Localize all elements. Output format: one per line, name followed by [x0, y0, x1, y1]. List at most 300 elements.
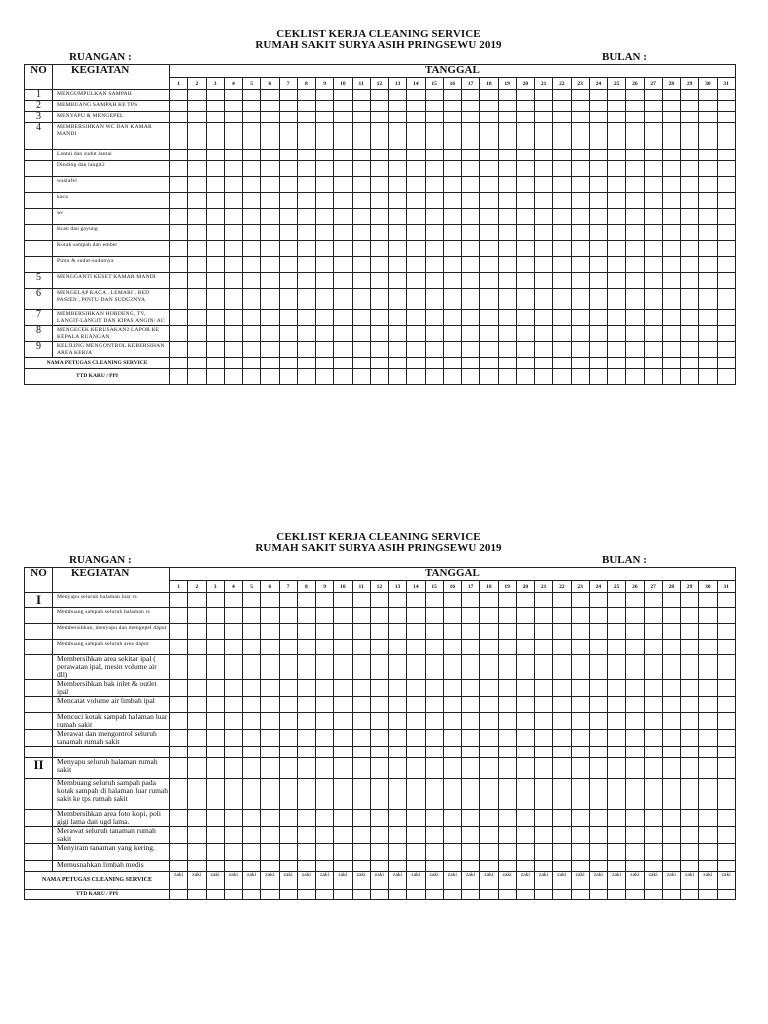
check-cell[interactable] [352, 608, 370, 624]
check-cell[interactable] [553, 730, 571, 747]
petugas-name-cell[interactable]: zaki [425, 872, 443, 890]
check-cell[interactable] [644, 697, 662, 713]
check-cell[interactable] [370, 827, 388, 844]
check-cell[interactable] [334, 624, 352, 640]
check-cell[interactable] [243, 593, 261, 608]
check-cell[interactable] [662, 90, 680, 101]
check-cell[interactable] [224, 810, 242, 827]
check-cell[interactable] [480, 225, 498, 241]
check-cell[interactable] [571, 861, 589, 872]
check-cell[interactable] [170, 273, 188, 289]
check-cell[interactable] [224, 289, 242, 310]
check-cell[interactable] [334, 640, 352, 655]
check-cell[interactable] [334, 326, 352, 342]
check-cell[interactable] [370, 241, 388, 257]
check-cell[interactable] [425, 326, 443, 342]
check-cell[interactable] [571, 624, 589, 640]
check-cell[interactable] [717, 326, 735, 342]
check-cell[interactable] [224, 257, 242, 273]
petugas-name-cell[interactable] [407, 358, 425, 369]
check-cell[interactable] [589, 209, 607, 225]
check-cell[interactable] [261, 680, 279, 697]
check-cell[interactable] [188, 779, 206, 810]
signature-cell[interactable] [243, 369, 261, 385]
check-cell[interactable] [535, 758, 553, 779]
check-cell[interactable] [462, 608, 480, 624]
petugas-name-cell[interactable] [571, 358, 589, 369]
check-cell[interactable] [644, 779, 662, 810]
check-cell[interactable] [170, 779, 188, 810]
check-cell[interactable] [717, 747, 735, 758]
check-cell[interactable] [699, 680, 717, 697]
check-cell[interactable] [608, 193, 626, 209]
check-cell[interactable] [571, 697, 589, 713]
check-cell[interactable] [626, 810, 644, 827]
signature-cell[interactable] [589, 369, 607, 385]
check-cell[interactable] [224, 730, 242, 747]
check-cell[interactable] [188, 326, 206, 342]
check-cell[interactable] [279, 310, 297, 326]
petugas-name-cell[interactable]: zaki [170, 872, 188, 890]
check-cell[interactable] [389, 112, 407, 123]
check-cell[interactable] [553, 608, 571, 624]
check-cell[interactable] [370, 101, 388, 112]
check-cell[interactable] [316, 758, 334, 779]
check-cell[interactable] [334, 342, 352, 358]
check-cell[interactable] [717, 112, 735, 123]
signature-cell[interactable] [498, 890, 516, 900]
check-cell[interactable] [297, 161, 315, 177]
check-cell[interactable] [352, 241, 370, 257]
check-cell[interactable] [498, 342, 516, 358]
check-cell[interactable] [425, 90, 443, 101]
check-cell[interactable] [261, 779, 279, 810]
check-cell[interactable] [443, 655, 461, 680]
check-cell[interactable] [334, 655, 352, 680]
petugas-name-cell[interactable]: zaki [243, 872, 261, 890]
check-cell[interactable] [316, 655, 334, 680]
check-cell[interactable] [370, 225, 388, 241]
check-cell[interactable] [334, 713, 352, 730]
signature-cell[interactable] [681, 890, 699, 900]
check-cell[interactable] [188, 640, 206, 655]
signature-cell[interactable] [316, 369, 334, 385]
check-cell[interactable] [352, 326, 370, 342]
check-cell[interactable] [279, 730, 297, 747]
check-cell[interactable] [462, 326, 480, 342]
check-cell[interactable] [224, 193, 242, 209]
check-cell[interactable] [170, 112, 188, 123]
check-cell[interactable] [626, 624, 644, 640]
check-cell[interactable] [626, 593, 644, 608]
check-cell[interactable] [188, 861, 206, 872]
check-cell[interactable] [170, 810, 188, 827]
check-cell[interactable] [297, 209, 315, 225]
check-cell[interactable] [425, 209, 443, 225]
check-cell[interactable] [316, 608, 334, 624]
check-cell[interactable] [553, 225, 571, 241]
check-cell[interactable] [571, 273, 589, 289]
signature-cell[interactable] [626, 890, 644, 900]
check-cell[interactable] [188, 827, 206, 844]
check-cell[interactable] [571, 810, 589, 827]
check-cell[interactable] [224, 209, 242, 225]
check-cell[interactable] [170, 326, 188, 342]
check-cell[interactable] [188, 730, 206, 747]
check-cell[interactable] [699, 655, 717, 680]
check-cell[interactable] [553, 257, 571, 273]
check-cell[interactable] [626, 680, 644, 697]
check-cell[interactable] [626, 844, 644, 861]
check-cell[interactable] [334, 827, 352, 844]
check-cell[interactable] [608, 289, 626, 310]
check-cell[interactable] [480, 161, 498, 177]
check-cell[interactable] [644, 209, 662, 225]
check-cell[interactable] [297, 861, 315, 872]
check-cell[interactable] [188, 593, 206, 608]
check-cell[interactable] [334, 161, 352, 177]
check-cell[interactable] [261, 177, 279, 193]
check-cell[interactable] [535, 342, 553, 358]
check-cell[interactable] [407, 289, 425, 310]
check-cell[interactable] [644, 713, 662, 730]
check-cell[interactable] [516, 827, 534, 844]
check-cell[interactable] [535, 593, 553, 608]
check-cell[interactable] [498, 161, 516, 177]
petugas-name-cell[interactable]: zaki [662, 872, 680, 890]
check-cell[interactable] [662, 730, 680, 747]
check-cell[interactable] [206, 112, 224, 123]
check-cell[interactable] [224, 713, 242, 730]
check-cell[interactable] [224, 177, 242, 193]
check-cell[interactable] [425, 608, 443, 624]
check-cell[interactable] [644, 640, 662, 655]
check-cell[interactable] [626, 747, 644, 758]
check-cell[interactable] [462, 150, 480, 161]
check-cell[interactable] [553, 680, 571, 697]
check-cell[interactable] [662, 779, 680, 810]
check-cell[interactable] [224, 90, 242, 101]
check-cell[interactable] [224, 593, 242, 608]
check-cell[interactable] [498, 193, 516, 209]
check-cell[interactable] [297, 655, 315, 680]
check-cell[interactable] [462, 225, 480, 241]
check-cell[interactable] [243, 90, 261, 101]
check-cell[interactable] [243, 326, 261, 342]
check-cell[interactable] [498, 624, 516, 640]
check-cell[interactable] [535, 273, 553, 289]
check-cell[interactable] [188, 655, 206, 680]
check-cell[interactable] [699, 747, 717, 758]
check-cell[interactable] [681, 209, 699, 225]
check-cell[interactable] [571, 680, 589, 697]
check-cell[interactable] [352, 209, 370, 225]
check-cell[interactable] [279, 177, 297, 193]
check-cell[interactable] [279, 713, 297, 730]
check-cell[interactable] [644, 90, 662, 101]
check-cell[interactable] [589, 112, 607, 123]
check-cell[interactable] [516, 193, 534, 209]
check-cell[interactable] [370, 161, 388, 177]
check-cell[interactable] [662, 608, 680, 624]
check-cell[interactable] [279, 640, 297, 655]
check-cell[interactable] [425, 844, 443, 861]
check-cell[interactable] [462, 758, 480, 779]
check-cell[interactable] [389, 608, 407, 624]
check-cell[interactable] [462, 289, 480, 310]
check-cell[interactable] [261, 289, 279, 310]
signature-cell[interactable] [553, 890, 571, 900]
check-cell[interactable] [699, 112, 717, 123]
check-cell[interactable] [480, 730, 498, 747]
check-cell[interactable] [352, 640, 370, 655]
check-cell[interactable] [480, 758, 498, 779]
check-cell[interactable] [516, 150, 534, 161]
signature-cell[interactable] [443, 890, 461, 900]
check-cell[interactable] [571, 713, 589, 730]
check-cell[interactable] [608, 241, 626, 257]
signature-cell[interactable] [571, 890, 589, 900]
check-cell[interactable] [206, 289, 224, 310]
check-cell[interactable] [626, 257, 644, 273]
signature-cell[interactable] [681, 369, 699, 385]
check-cell[interactable] [699, 310, 717, 326]
check-cell[interactable] [480, 779, 498, 810]
check-cell[interactable] [480, 209, 498, 225]
check-cell[interactable] [206, 655, 224, 680]
check-cell[interactable] [279, 150, 297, 161]
check-cell[interactable] [206, 680, 224, 697]
check-cell[interactable] [389, 177, 407, 193]
check-cell[interactable] [389, 655, 407, 680]
check-cell[interactable] [571, 241, 589, 257]
check-cell[interactable] [389, 326, 407, 342]
check-cell[interactable] [553, 758, 571, 779]
check-cell[interactable] [626, 112, 644, 123]
check-cell[interactable] [681, 810, 699, 827]
check-cell[interactable] [589, 161, 607, 177]
check-cell[interactable] [462, 193, 480, 209]
petugas-name-cell[interactable]: zaki [188, 872, 206, 890]
check-cell[interactable] [334, 257, 352, 273]
check-cell[interactable] [279, 193, 297, 209]
check-cell[interactable] [334, 193, 352, 209]
check-cell[interactable] [224, 624, 242, 640]
check-cell[interactable] [389, 241, 407, 257]
check-cell[interactable] [443, 680, 461, 697]
check-cell[interactable] [589, 697, 607, 713]
check-cell[interactable] [644, 112, 662, 123]
check-cell[interactable] [389, 640, 407, 655]
check-cell[interactable] [316, 241, 334, 257]
check-cell[interactable] [626, 640, 644, 655]
check-cell[interactable] [462, 209, 480, 225]
check-cell[interactable] [334, 225, 352, 241]
check-cell[interactable] [261, 624, 279, 640]
check-cell[interactable] [535, 779, 553, 810]
check-cell[interactable] [553, 624, 571, 640]
check-cell[interactable] [224, 310, 242, 326]
check-cell[interactable] [644, 810, 662, 827]
check-cell[interactable] [462, 730, 480, 747]
check-cell[interactable] [316, 225, 334, 241]
check-cell[interactable] [425, 747, 443, 758]
check-cell[interactable] [425, 161, 443, 177]
check-cell[interactable] [279, 697, 297, 713]
check-cell[interactable] [261, 193, 279, 209]
check-cell[interactable] [243, 150, 261, 161]
check-cell[interactable] [589, 101, 607, 112]
check-cell[interactable] [279, 112, 297, 123]
check-cell[interactable] [443, 241, 461, 257]
petugas-name-cell[interactable]: zaki [370, 872, 388, 890]
check-cell[interactable] [297, 257, 315, 273]
check-cell[interactable] [188, 608, 206, 624]
check-cell[interactable] [717, 779, 735, 810]
check-cell[interactable] [462, 655, 480, 680]
check-cell[interactable] [316, 273, 334, 289]
check-cell[interactable] [334, 758, 352, 779]
check-cell[interactable] [261, 225, 279, 241]
check-cell[interactable] [370, 90, 388, 101]
check-cell[interactable] [553, 779, 571, 810]
check-cell[interactable] [170, 101, 188, 112]
check-cell[interactable] [206, 779, 224, 810]
check-cell[interactable] [626, 608, 644, 624]
check-cell[interactable] [352, 273, 370, 289]
check-cell[interactable] [535, 326, 553, 342]
check-cell[interactable] [170, 844, 188, 861]
signature-cell[interactable] [608, 369, 626, 385]
signature-cell[interactable] [261, 890, 279, 900]
signature-cell[interactable] [370, 890, 388, 900]
check-cell[interactable] [352, 779, 370, 810]
check-cell[interactable] [699, 193, 717, 209]
check-cell[interactable] [498, 593, 516, 608]
check-cell[interactable] [389, 697, 407, 713]
check-cell[interactable] [644, 225, 662, 241]
check-cell[interactable] [334, 310, 352, 326]
check-cell[interactable] [407, 758, 425, 779]
check-cell[interactable] [553, 123, 571, 150]
check-cell[interactable] [370, 680, 388, 697]
check-cell[interactable] [644, 827, 662, 844]
petugas-name-cell[interactable]: zaki [626, 872, 644, 890]
signature-cell[interactable] [443, 369, 461, 385]
check-cell[interactable] [681, 747, 699, 758]
petugas-name-cell[interactable] [608, 358, 626, 369]
petugas-name-cell[interactable] [443, 358, 461, 369]
check-cell[interactable] [297, 779, 315, 810]
check-cell[interactable] [224, 326, 242, 342]
check-cell[interactable] [316, 624, 334, 640]
check-cell[interactable] [681, 150, 699, 161]
check-cell[interactable] [443, 310, 461, 326]
check-cell[interactable] [188, 758, 206, 779]
check-cell[interactable] [334, 608, 352, 624]
check-cell[interactable] [170, 289, 188, 310]
signature-cell[interactable] [170, 369, 188, 385]
check-cell[interactable] [608, 844, 626, 861]
signature-cell[interactable] [462, 369, 480, 385]
check-cell[interactable] [608, 342, 626, 358]
check-cell[interactable] [608, 257, 626, 273]
check-cell[interactable] [188, 310, 206, 326]
check-cell[interactable] [188, 844, 206, 861]
check-cell[interactable] [407, 810, 425, 827]
check-cell[interactable] [224, 273, 242, 289]
check-cell[interactable] [425, 101, 443, 112]
signature-cell[interactable] [699, 890, 717, 900]
check-cell[interactable] [644, 861, 662, 872]
check-cell[interactable] [243, 161, 261, 177]
check-cell[interactable] [608, 730, 626, 747]
signature-cell[interactable] [334, 890, 352, 900]
check-cell[interactable] [352, 112, 370, 123]
check-cell[interactable] [170, 193, 188, 209]
check-cell[interactable] [316, 342, 334, 358]
check-cell[interactable] [571, 779, 589, 810]
check-cell[interactable] [480, 640, 498, 655]
check-cell[interactable] [535, 177, 553, 193]
check-cell[interactable] [571, 730, 589, 747]
check-cell[interactable] [498, 680, 516, 697]
check-cell[interactable] [498, 112, 516, 123]
check-cell[interactable] [553, 209, 571, 225]
check-cell[interactable] [243, 257, 261, 273]
check-cell[interactable] [498, 257, 516, 273]
check-cell[interactable] [553, 289, 571, 310]
check-cell[interactable] [516, 123, 534, 150]
check-cell[interactable] [626, 193, 644, 209]
check-cell[interactable] [626, 342, 644, 358]
check-cell[interactable] [297, 326, 315, 342]
check-cell[interactable] [407, 730, 425, 747]
check-cell[interactable] [243, 779, 261, 810]
check-cell[interactable] [480, 289, 498, 310]
check-cell[interactable] [206, 640, 224, 655]
check-cell[interactable] [553, 161, 571, 177]
check-cell[interactable] [243, 225, 261, 241]
check-cell[interactable] [644, 241, 662, 257]
check-cell[interactable] [188, 193, 206, 209]
check-cell[interactable] [626, 289, 644, 310]
check-cell[interactable] [370, 640, 388, 655]
check-cell[interactable] [170, 730, 188, 747]
check-cell[interactable] [243, 310, 261, 326]
check-cell[interactable] [261, 747, 279, 758]
check-cell[interactable] [516, 273, 534, 289]
check-cell[interactable] [334, 593, 352, 608]
check-cell[interactable] [571, 90, 589, 101]
check-cell[interactable] [644, 326, 662, 342]
check-cell[interactable] [553, 241, 571, 257]
check-cell[interactable] [243, 101, 261, 112]
check-cell[interactable] [553, 326, 571, 342]
petugas-name-cell[interactable] [644, 358, 662, 369]
check-cell[interactable] [571, 844, 589, 861]
check-cell[interactable] [243, 730, 261, 747]
check-cell[interactable] [279, 844, 297, 861]
check-cell[interactable] [644, 257, 662, 273]
check-cell[interactable] [261, 123, 279, 150]
check-cell[interactable] [206, 101, 224, 112]
signature-cell[interactable] [516, 890, 534, 900]
check-cell[interactable] [316, 747, 334, 758]
check-cell[interactable] [407, 747, 425, 758]
check-cell[interactable] [498, 861, 516, 872]
check-cell[interactable] [243, 241, 261, 257]
